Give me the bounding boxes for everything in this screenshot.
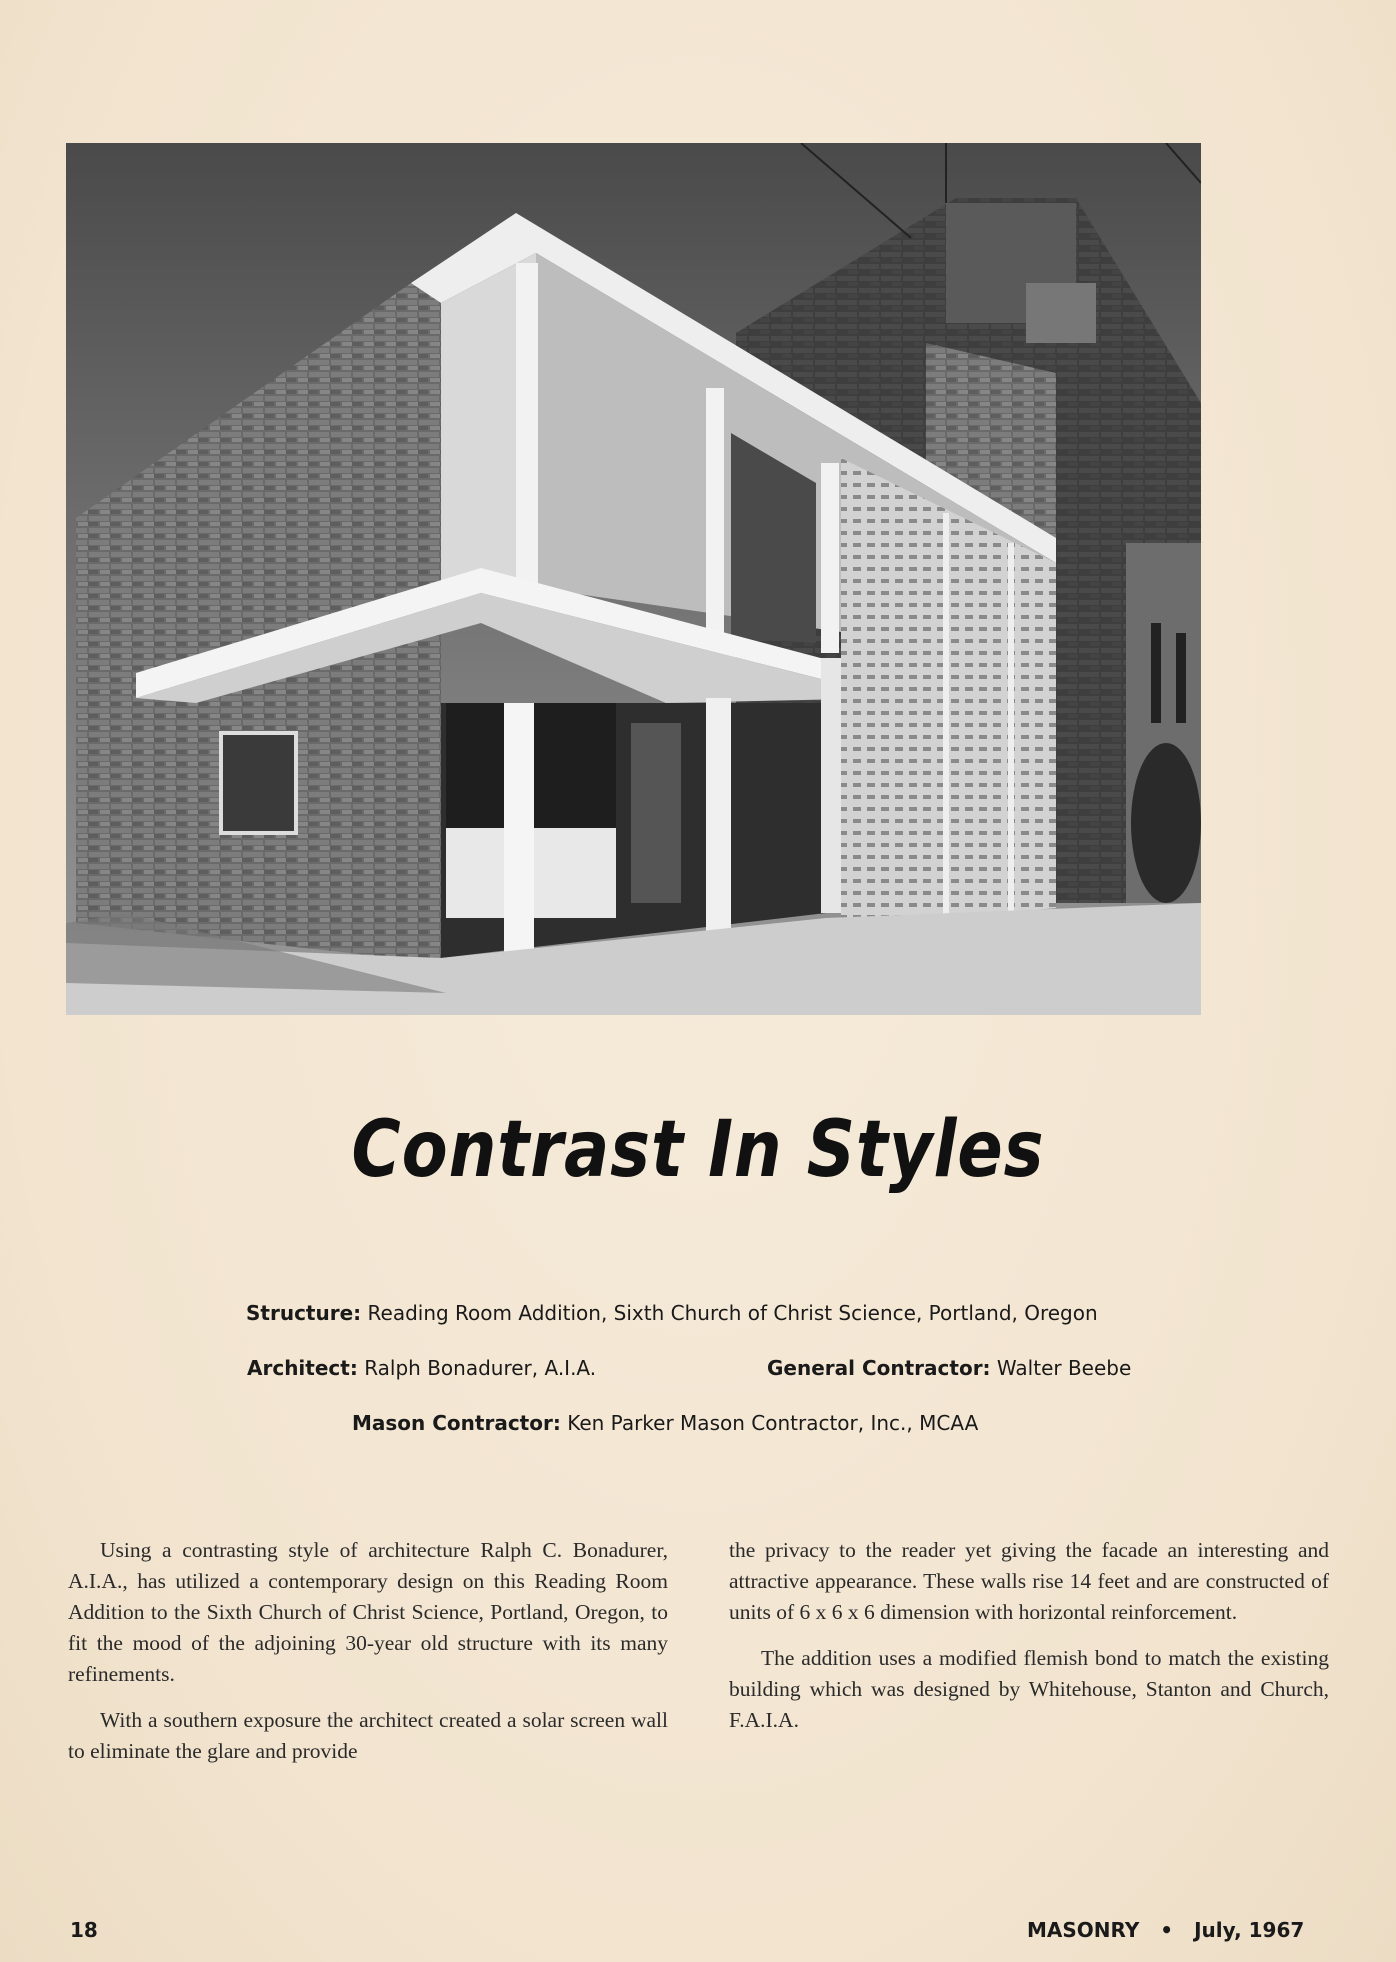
structure-credit — [246, 1301, 1098, 1325]
architect-credit — [247, 1356, 596, 1380]
body-paragraph: the privacy to the reader yet giving the facade an interesting and attractive appearance. These walls rise 14 feet and are constructed of units of 6 x 6 x 6 dimension with horizontal reinforcement. — [729, 1538, 1329, 1624]
footer-masthead — [1027, 1918, 1304, 1942]
mason-contractor-value: Ken Parker Mason Contractor, Inc., MCAA — [567, 1411, 979, 1435]
body-paragraph: With a southern exposure the architect created a solar screen wall to eliminate the glare and provide — [68, 1708, 668, 1763]
body-column-right — [729, 1535, 1329, 1751]
structure-label: Structure: — [246, 1301, 362, 1325]
article-title: Contrast In Styles — [351, 1105, 1045, 1195]
general-contractor-label: General Contractor: — [767, 1356, 991, 1380]
building-photo-illustration — [66, 143, 1201, 1015]
body-paragraph: The addition uses a modified flemish bond to match the existing building which was designed by Whitehouse, Stanton and Church, F.A.I.A. — [729, 1646, 1329, 1732]
mason-contractor-label: Mason Contractor: — [352, 1411, 561, 1435]
general-contractor-credit — [767, 1356, 1131, 1380]
magazine-name: MASONRY — [1027, 1918, 1140, 1942]
architect-label: Architect: — [247, 1356, 358, 1380]
building-photo — [66, 143, 1201, 1015]
structure-value: Reading Room Addition, Sixth Church of Christ Science, Portland, Oregon — [367, 1301, 1098, 1325]
body-paragraph: Using a contrasting style of architecture Ralph C. Bonadurer, A.I.A., has utilized a contemporary design on this Reading Room Addition to the Sixth Church of Christ Science, Portland, Oregon, to fit the mood of the adjoining 30-year old structure with its many refinements. — [68, 1538, 668, 1686]
architect-value: Ralph Bonadurer, A.I.A. — [364, 1356, 597, 1380]
issue-date: July, 1967 — [1194, 1918, 1305, 1942]
mason-contractor-credit — [352, 1411, 978, 1435]
page-number: 18 — [70, 1918, 98, 1942]
body-column-left — [68, 1535, 668, 1782]
footer-bullet: • — [1160, 1918, 1174, 1942]
general-contractor-value: Walter Beebe — [996, 1356, 1132, 1380]
